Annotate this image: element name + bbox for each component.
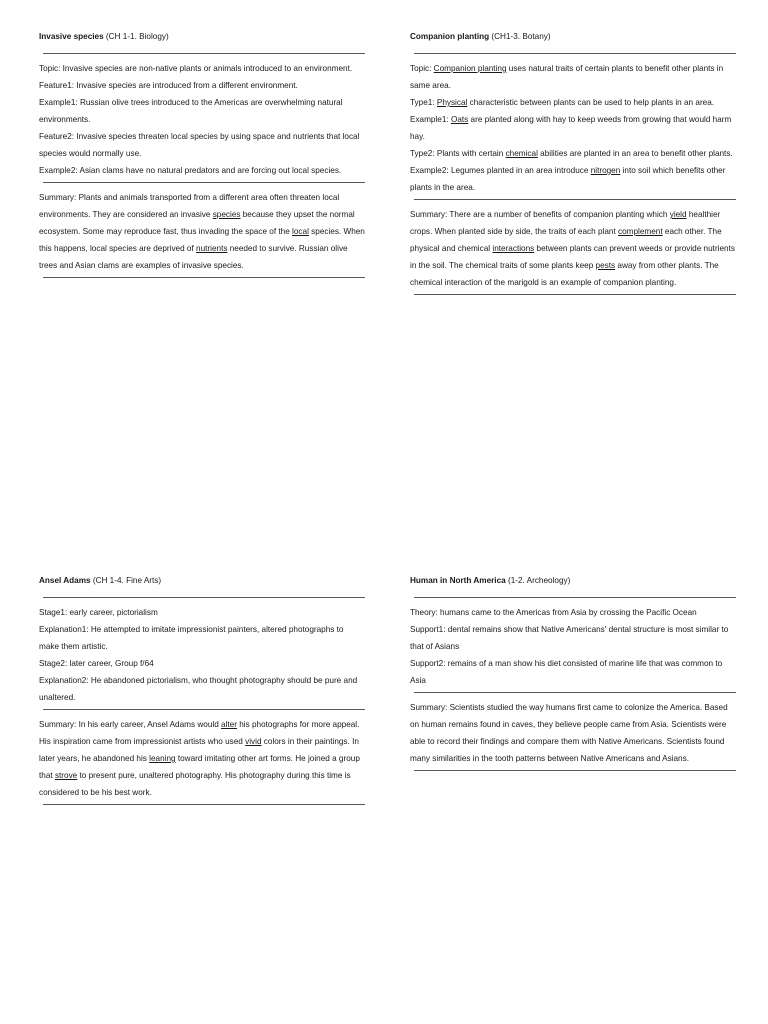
text-segment: species. When this happens, local species are deprived of	[39, 227, 365, 253]
text-segment: Explanation1: He attempted to imitate impressionist painters, altered photographs to make them artistic.	[39, 625, 344, 651]
card-title: Human in North America	[410, 576, 506, 585]
text-segment: Summary: Plants and animals transported from a different area often threaten local environments. They are considered an invasive	[39, 193, 340, 219]
keyword-underlined: chemical	[505, 149, 538, 158]
summary-paragraph	[410, 699, 736, 767]
keyword-underlined: Oats	[450, 115, 469, 124]
card-subtitle: (1-2. Archeology)	[507, 576, 571, 585]
note-line	[410, 94, 736, 111]
keyword-underlined: local	[292, 227, 309, 236]
keyword-underlined: nutrients	[196, 244, 228, 253]
text-segment: Stage2: later career, Group f/64	[39, 659, 154, 668]
note-card-human-in-north-america	[410, 572, 736, 771]
note-line	[410, 604, 736, 621]
text-segment: Type2: Plants with certain	[410, 149, 506, 158]
divider	[414, 53, 736, 54]
divider	[414, 692, 736, 693]
divider	[414, 294, 736, 295]
keyword-underlined: interactions	[492, 244, 535, 253]
text-segment: uses natural traits of certain plants to benefit other plants in same area.	[410, 64, 724, 90]
divider	[43, 597, 365, 598]
divider	[43, 182, 365, 183]
text-segment: are planted along with hay to keep weeds from growing that would harm hay.	[410, 115, 732, 141]
card-title: Invasive species	[39, 32, 104, 41]
keyword-underlined: Companion planting	[433, 64, 507, 73]
summary-paragraph	[39, 189, 365, 274]
divider	[43, 277, 365, 278]
keyword-underlined: leaning	[149, 754, 176, 763]
keyword-underlined: strove	[54, 771, 78, 780]
note-line	[410, 655, 736, 689]
card-title: Ansel Adams	[39, 576, 91, 585]
card-title-line	[410, 28, 736, 45]
note-line	[410, 145, 736, 162]
card-title-line	[39, 28, 365, 45]
note-card-invasive-species	[39, 28, 365, 278]
note-line	[410, 111, 736, 145]
text-segment: Support2: remains of a man show his diet consisted of marine life that was common to Asia	[410, 659, 723, 685]
note-line	[39, 60, 365, 77]
note-line	[39, 655, 365, 672]
card-title-line	[410, 572, 736, 589]
note-line	[39, 621, 365, 655]
notes-section	[39, 604, 365, 706]
text-segment: Topic:	[410, 64, 434, 73]
text-segment: needed to survive. Russian olive trees and Asian clams are examples of invasive species.	[39, 244, 348, 270]
keyword-underlined: pests	[595, 261, 616, 270]
keyword-underlined: nitrogen	[590, 166, 621, 175]
summary-paragraph	[39, 716, 365, 801]
text-segment: to present pure, unaltered photography. His photography during this time is considered to be his best work.	[39, 771, 351, 797]
text-segment: Example2: Legumes planted in an area introduce	[410, 166, 591, 175]
text-segment: Theory: humans came to the Americas from Asia by crossing the Pacific Ocean	[410, 608, 697, 617]
summary-paragraph	[410, 206, 736, 291]
card-title-line	[39, 572, 365, 589]
text-segment: Summary: Scientists studied the way humans first came to colonize the America. Based on human remains found in caves, they believe people came from Asia. Scientists were able to record their findings and compare them with Native Americans. Scientists found many similarities in the tooth patterns between Native Americans and Asians.	[410, 703, 728, 763]
note-card-companion-planting	[410, 28, 736, 295]
text-segment: abilities are planted in an area to benefit other plants.	[537, 149, 733, 158]
keyword-underlined: Physical	[436, 98, 468, 107]
text-segment: his photographs for more appeal. His inspiration came from impressionist artists who used	[39, 720, 360, 746]
text-segment: each other. The physical and chemical	[410, 227, 722, 253]
divider	[414, 199, 736, 200]
text-segment: Summary: There are a number of benefits of companion planting which	[410, 210, 670, 219]
divider	[43, 53, 365, 54]
note-line	[39, 77, 365, 94]
notes-section	[39, 60, 365, 179]
text-segment: Topic: Invasive species are non-native plants or animals introduced to an environment.	[39, 64, 353, 73]
text-segment: Example1:	[410, 115, 451, 124]
note-line	[39, 94, 365, 128]
note-line	[410, 621, 736, 655]
note-line	[39, 604, 365, 621]
divider	[414, 770, 736, 771]
text-segment: healthier crops. When planted side by side, the traits of each plant	[410, 210, 721, 236]
note-line	[410, 60, 736, 94]
text-segment: between plants can prevent weeds or provide nutrients in the soil. The chemical traits of some plants keep	[410, 244, 735, 270]
card-subtitle: (CH 1-4. Fine Arts)	[92, 576, 162, 585]
text-segment: because they upset the normal ecosystem. Some may reproduce fast, thus invading the space of the	[39, 210, 355, 236]
text-segment: toward imitating other art forms. He joined a group that	[39, 754, 360, 780]
text-segment: Feature2: Invasive species threaten local species by using space and nutrients that local species would normally use.	[39, 132, 360, 158]
text-segment: Explanation2: He abandoned pictorialism, who thought photography should be pure and unaltered.	[39, 676, 358, 702]
keyword-underlined: complement	[618, 227, 663, 236]
notes-section	[410, 604, 736, 689]
keyword-underlined: species	[212, 210, 241, 219]
text-segment: characteristic between plants can be used to help plants in an area.	[467, 98, 715, 107]
divider	[43, 804, 365, 805]
text-segment: Type1:	[410, 98, 437, 107]
text-segment: colors in their paintings. In later years, he abandoned his	[39, 737, 359, 763]
note-line	[39, 162, 365, 179]
note-card-ansel-adams	[39, 572, 365, 805]
note-line	[39, 128, 365, 162]
text-segment: Example1: Russian olive trees introduced to the Americas are overwhelming natural environments.	[39, 98, 343, 124]
keyword-underlined: vivid	[245, 737, 262, 746]
card-subtitle: (CH 1-1. Biology)	[105, 32, 169, 41]
divider	[43, 709, 365, 710]
note-line	[39, 672, 365, 706]
text-segment: away from other plants. The chemical interaction of the marigold is an example of companion planting.	[410, 261, 719, 287]
text-segment: into soil which benefits other plants in the area.	[410, 166, 726, 192]
text-segment: Stage1: early career, pictorialism	[39, 608, 158, 617]
card-title: Companion planting	[410, 32, 490, 41]
text-segment: Example2: Asian clams have no natural predators and are forcing out local species.	[39, 166, 342, 175]
notes-section	[410, 60, 736, 196]
text-segment: Feature1: Invasive species are introduced from a different environment.	[39, 81, 298, 90]
keyword-underlined: alter	[221, 720, 237, 729]
text-segment: Support1: dental remains show that Native Americans' dental structure is most similar to that of Asians	[410, 625, 729, 651]
note-line	[410, 162, 736, 196]
card-subtitle: (CH1-3. Botany)	[491, 32, 551, 41]
keyword-underlined: yield	[669, 210, 687, 219]
text-segment: Summary: In his early career, Ansel Adams would	[39, 720, 222, 729]
divider	[414, 597, 736, 598]
